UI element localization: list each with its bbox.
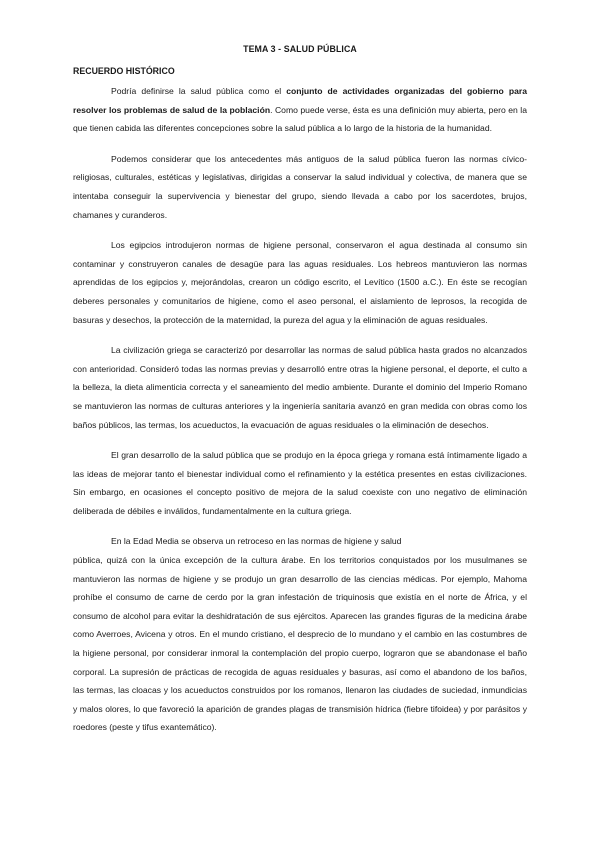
document-title: TEMA 3 - SALUD PÚBLICA: [243, 44, 357, 54]
paragraph-antecedents: Podemos considerar que los antecedentes más antiguos de la salud pública fueron las normas cívico-religiosas, culturales, estéticas y legislativas, dirigidas a conservar la salud individual y colectiva, de manera que se intentaba conseguir la supervivencia y bienestar del grupo, siendo llevada a cabo por los sacerdotes, brujos, chamanes y curanderos.: [73, 153, 527, 220]
paragraph-development: El gran desarrollo de la salud pública que se produjo en la época griega y romana está íntimamente ligado a las ideas de mejorar tanto el bienestar individual como el refinamiento y la estética presentes en estas civilizaciones. Sin embargo, en ocasiones el concepto positivo de mejora de la salud coexiste con uno negativo de eliminación deliberada de débiles e inválidos, fundamentalmente en la cultura griega.: [73, 450, 527, 516]
paragraph-definition-bold: conjunto de actividades organizadas del gobierno para resolver los problemas de salud de la población: [73, 86, 527, 115]
paragraph-definition: [73, 82, 527, 138]
paragraph-middle-ages-first-line: En la Edad Media se observa un retroceso en las normas de higiene y salud: [111, 536, 402, 547]
paragraph-egypt-hebrews: Los egipcios introdujeron normas de higiene personal, conservaron el agua destinada al consumo sin contaminar y construyeron canales de desagüe para las aguas residuales. Los hebreos mantuvieron las normas aprendidas de los egipcios y, mejorándolas, crearon un código escrito, el Levítico (1500 a.C.). En éste se recogían deberes personales y comunitarios de higiene, como el aseo personal, el aislamiento de leprosos, la recogida de basuras y desechos, la protección de la maternidad, la pureza del agua y la eliminación de aguas residuales.: [73, 240, 527, 325]
paragraph-middle-ages: pública, quizá con la única excepción de la cultura árabe. En los territorios conquistados por los musulmanes se mantuvieron las normas de higiene y se produjo un gran desarrollo de las ciencias médicas. Por ejemplo, Mahoma prohíbe el consumo de carne de cerdo por la gran infestación de triquinosis que existía en el norte de África, y el consumo de alcohol para evitar la deshidratación de sus ejércitos. Aparecen las grandes figuras de la medicina árabe como Averroes, Avicena y otros. En el mundo cristiano, el desprecio de lo mundano y el cambio en las costumbres de la higiene personal, por considerar inmoral la contemplación del propio cuerpo, lograron que se abandonase el baño corporal. La supresión de prácticas de recogida de aguas residuales y basuras, así como el abandono de los baños, las termas, las cloacas y los acueductos construidos por los romanos, llenaron las ciudades de suciedad, inmundicias y malos olores, lo que favoreció la aparición de grandes plagas de transmisión hídrica (fiebre tifoidea) y por parásitos y roedores (peste y tifus exantemático).: [73, 555, 527, 733]
section-heading: RECUERDO HISTÓRICO: [73, 66, 175, 76]
paragraph-definition-pre: Podría definirse la salud pública como el: [111, 86, 287, 96]
paragraph-definition-post: . Como puede verse, ésta es una definición muy abierta, pero en la que tienen cabida las diferentes concepciones sobre la salud pública a lo largo de la historia de la humanidad.: [73, 104, 527, 134]
paragraph-greece-rome: La civilización griega se caracterizó por desarrollar las normas de salud pública hasta grados no alcanzados con anterioridad. Consideró todas las normas previas y desarrolló entre otras la higiene personal, el deporte, el culto a la belleza, la dieta alimenticia correcta y el saneamiento del medio ambiente. Durante el dominio del Imperio Romano se mantuvieron las normas de culturas anteriores y la ingeniería sanitaria avanzó en gran medida con obras como los baños públicos, las termas, los acueductos, la evacuación de aguas residuales o la eliminación de desechos.: [73, 345, 527, 430]
